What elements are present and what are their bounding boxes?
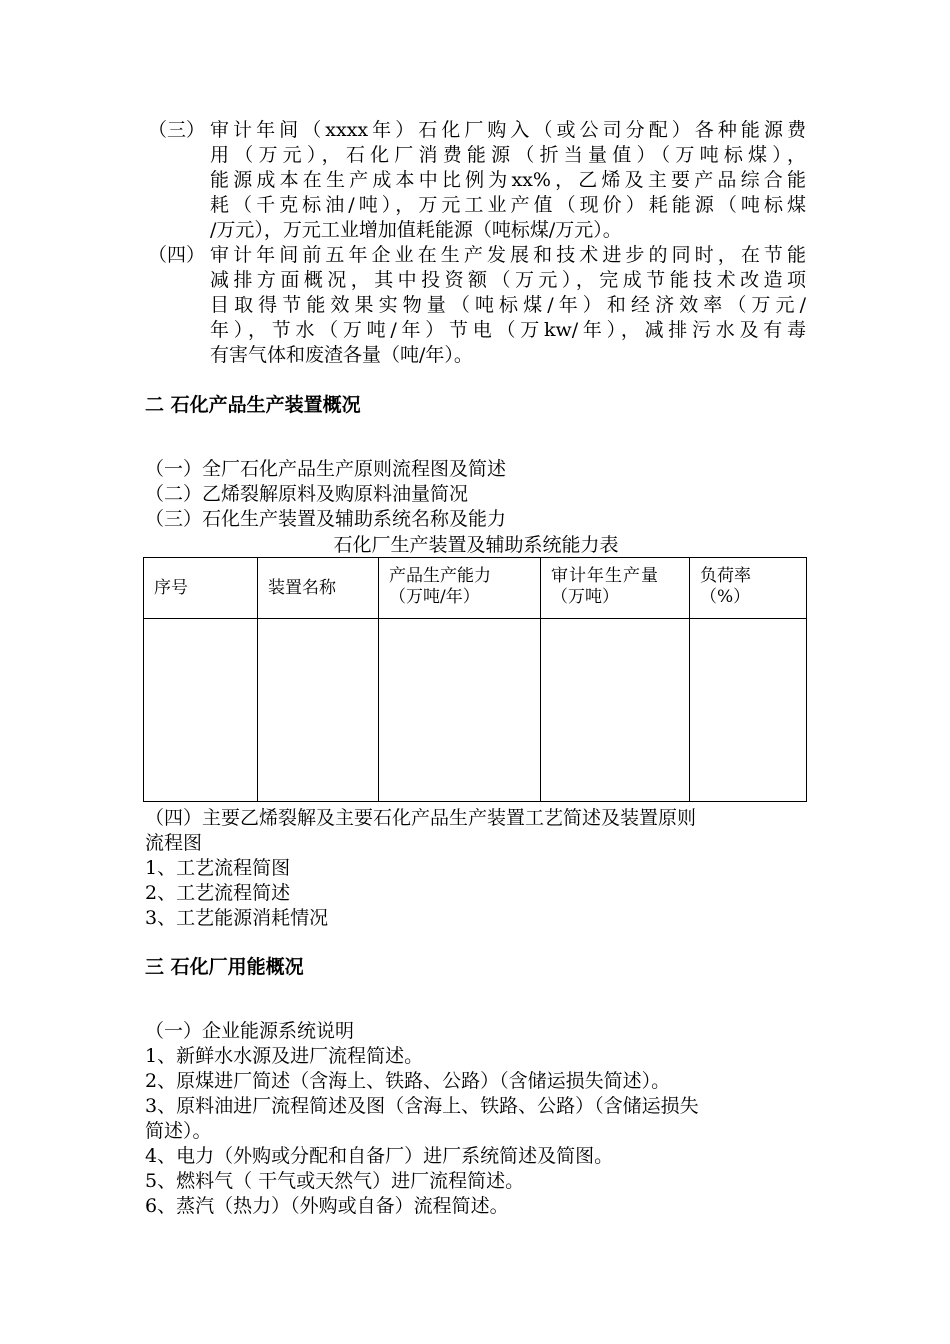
sub-item: 3、原料油进厂流程简述及图（含海上、铁路、公路）（含储运损失: [145, 1095, 699, 1117]
list-item: （二）乙烯裂解原料及购原料油量简况: [145, 483, 469, 505]
sub-item: 简述）。: [145, 1120, 212, 1142]
table-cell: [690, 619, 807, 802]
header-cell: [144, 558, 258, 619]
table-cell: [379, 619, 541, 802]
header-label: 负荷率: [700, 566, 751, 586]
paragraph-line: 目取得节能效果实物量（吨标煤/年）和经济效率（万元/: [210, 294, 806, 316]
list-item: （一）企业能源系统说明: [145, 1020, 355, 1042]
header-cell: [690, 558, 807, 619]
header-unit: （万吨/年）: [389, 587, 480, 607]
sub-item: 5、燃料气（ 干气或天然气）进厂流程简述。: [145, 1170, 525, 1192]
list-item: （四）主要乙烯裂解及主要石化产品生产装置工艺简述及装置原则: [145, 807, 697, 829]
table-header-row: [144, 558, 807, 619]
table-cell: [258, 619, 379, 802]
header-cell: [379, 558, 541, 619]
table-row: [144, 619, 807, 802]
paragraph-line: 审计年间前五年企业在生产发展和技术进步的同时，在节能: [210, 244, 806, 266]
list-item: （三）石化生产装置及辅助系统名称及能力: [145, 508, 507, 530]
paragraph-line: 年），节水（万吨/年）节电（万kw/年），减排污水及有毒: [210, 319, 806, 341]
paragraph-line: 减排方面概况，其中投资额（万元），完成节能技术改造项: [210, 269, 806, 291]
section-heading-2: 二 石化产品生产装置概况: [145, 394, 361, 416]
paragraph-line: 耗（千克标油/吨），万元工业产值（现价）耗能源（吨标煤: [210, 194, 806, 216]
table-cell: [541, 619, 690, 802]
header-label: 序号: [154, 578, 188, 598]
capacity-table: [143, 557, 807, 802]
section-heading-3: 三 石化厂用能概况: [145, 956, 304, 978]
paragraph-line: 有害气体和废渣各量（吨/年）。: [210, 344, 473, 366]
sub-item: 4、电力（外购或分配和自备厂）进厂系统简述及简图。: [145, 1145, 614, 1167]
paragraph-line: /万元），万元工业增加值耗能源（吨标煤/万元）。: [210, 219, 622, 241]
header-cell: [541, 558, 690, 619]
list-item: （一）全厂石化产品生产原则流程图及简述: [145, 458, 507, 480]
sub-item: 2、原煤进厂简述（含海上、铁路、公路）（含储运损失简述）。: [145, 1070, 671, 1092]
item-label-3: （三）: [148, 119, 206, 141]
sub-item: 1、新鲜水水源及进厂流程简述。: [145, 1045, 424, 1067]
paragraph-line: 能源成本在生产成本中比例为xx%，乙烯及主要产品综合能: [210, 169, 806, 191]
sub-item: 1、工艺流程简图: [145, 857, 291, 879]
header-unit: （万吨）: [551, 587, 619, 607]
header-unit: （%）: [700, 587, 751, 607]
paragraph-line: 用（万元），石化厂消费能源（折当量值）（万吨标煤），: [210, 144, 806, 166]
header-label: 审计年生产量: [551, 566, 659, 586]
sub-item: 6、蒸汽（热力）（外购或自备）流程简述。: [145, 1195, 509, 1217]
table-cell: [144, 619, 258, 802]
sub-item: 3、工艺能源消耗情况: [145, 907, 329, 929]
list-item: 流程图: [145, 832, 203, 854]
item-label-4: （四）: [148, 244, 206, 266]
header-cell: [258, 558, 379, 619]
table-title: 石化厂生产装置及辅助系统能力表: [333, 534, 619, 556]
header-label: 产品生产能力: [389, 566, 491, 586]
header-label: 装置名称: [268, 578, 336, 598]
paragraph-line: 审计年间（xxxx年）石化厂购入（或公司分配）各种能源费: [210, 119, 806, 141]
sub-item: 2、工艺流程简述: [145, 882, 291, 904]
